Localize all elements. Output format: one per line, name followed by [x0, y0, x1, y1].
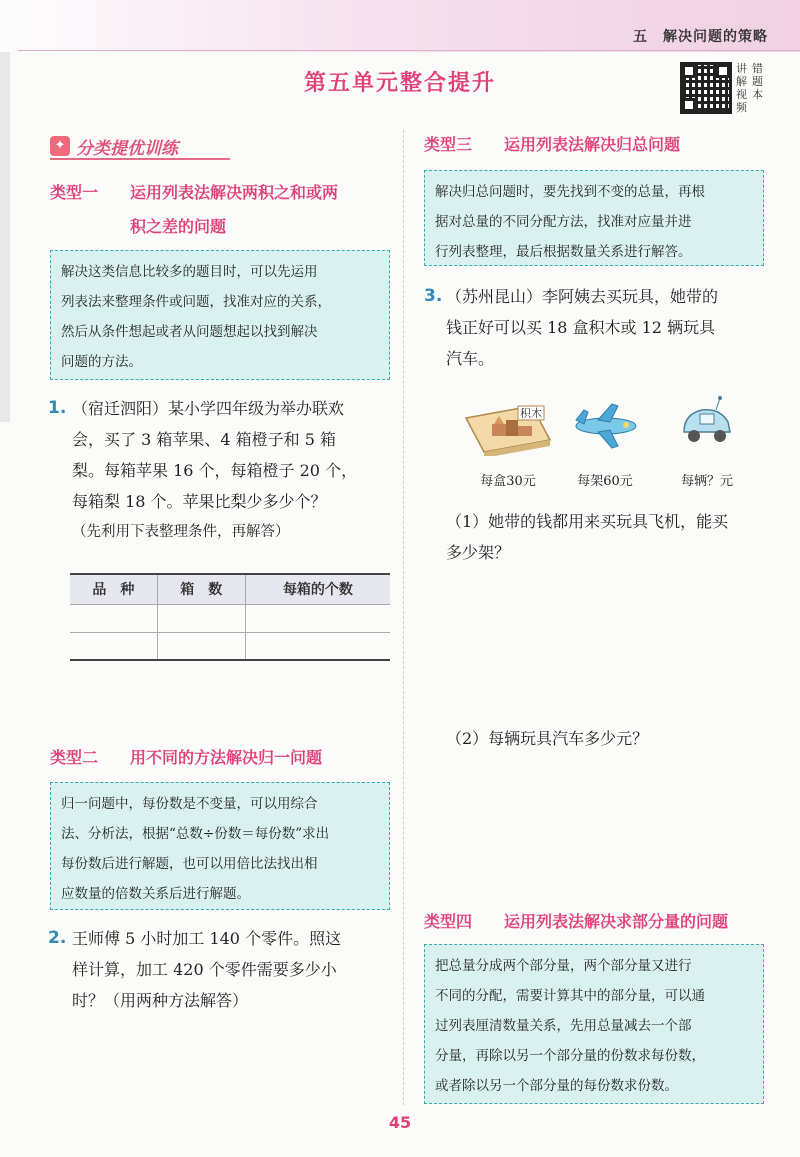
qr-finder-icon: [716, 64, 730, 78]
problem-line: 多少架？: [446, 543, 511, 562]
page-title: 第五单元整合提升: [303, 71, 496, 96]
problem-line: （先利用下表整理条件，再解答）: [72, 524, 290, 540]
tip-line: 应数量的倍数关系后进行解题。: [61, 886, 250, 902]
header-rule: [18, 50, 800, 51]
table-cell[interactable]: [70, 632, 157, 660]
table-cell[interactable]: [245, 604, 390, 632]
tip-line: 把总量分成两个部分量，两个部分量又进行: [435, 958, 692, 974]
problem-line: 会，买了 3 箱苹果、4 箱橙子和 5 箱: [72, 430, 336, 449]
qr-finder-icon: [682, 64, 696, 78]
table-header-per-box: 每箱的个数: [245, 574, 390, 604]
table-cell[interactable]: [245, 632, 390, 660]
table-header-boxes: 箱 数: [157, 574, 245, 604]
tip-line: 法、分析法，根据“总数÷份数＝每份数”求出: [61, 826, 330, 842]
toy-caption-plane: 每架60元: [577, 474, 633, 489]
qr-label-mistakes: 错题本: [752, 62, 763, 101]
column-divider: [403, 130, 404, 1105]
table-cell[interactable]: [157, 632, 245, 660]
type-label: 类型四: [424, 912, 473, 931]
problem1-text: [72, 393, 402, 548]
table-row: [70, 604, 390, 632]
tip-line: 分量，再除以另一个部分量的份数求每份数，: [435, 1048, 705, 1064]
problem3-q2: （2）每辆玩具汽车多少元？: [446, 729, 649, 748]
type1-tip-box: [50, 250, 390, 380]
section-heading: [50, 134, 230, 160]
type3-tip-box: [424, 170, 764, 266]
page-number: 45: [388, 1113, 412, 1132]
tip-line: 过列表厘清数量关系，先用总量减去一个部: [435, 1018, 692, 1034]
table-cell[interactable]: [157, 604, 245, 632]
type1-heading: [50, 180, 400, 236]
type-title: 运用列表法解决求部分量的问题: [504, 912, 729, 931]
problem-number: 2.: [48, 928, 67, 948]
problem-line: （苏州昆山）李阿姨去买玩具，她带的: [446, 287, 719, 306]
building-blocks-icon: [462, 400, 552, 456]
tip-line: 或者除以另一个部分量的每份数求份数。: [435, 1078, 678, 1094]
tip-line: 归一问题中，每份数是不变量，可以用综合: [61, 796, 318, 812]
type-title: 用不同的方法解决归一问题: [130, 748, 323, 767]
type-title: 运用列表法解决归总问题: [504, 135, 681, 154]
table-row: [70, 632, 390, 660]
type2-tip-box: [50, 782, 390, 910]
problem-line: 王师傅 5 小时加工 140 个零件。照这: [72, 929, 342, 948]
blocks-box-label: 积木: [520, 407, 542, 420]
tip-line: 解决归总问题时，要先找到不变的总量，再根: [435, 184, 705, 200]
chapter-header: 五 解决问题的策略: [633, 29, 768, 45]
section-title: 分类提优训练: [76, 139, 178, 159]
problem-line: 汽车。: [446, 349, 495, 368]
problem3-text: [446, 281, 786, 374]
type-title-line2: 积之差的问题: [130, 217, 227, 236]
type2-heading: [50, 745, 400, 768]
qr-label-video: 讲解视频: [736, 62, 747, 114]
problem-number: 1.: [48, 398, 67, 418]
type-label: 类型三: [424, 135, 473, 154]
tip-line: 行列表整理，最后根据数量关系进行解答。: [435, 244, 692, 260]
tip-line: 据对总量的不同分配方法，找准对应量并进: [435, 214, 692, 230]
problem-line: （宿迁泗阳）某小学四年级为举办联欢: [72, 399, 345, 418]
table-header-kind: 品 种: [70, 574, 157, 604]
spark-icon: ✦: [50, 136, 70, 156]
type3-heading: [424, 132, 784, 155]
type-label: 类型二: [50, 748, 99, 767]
table-cell[interactable]: [70, 604, 157, 632]
tip-line: 解决这类信息比较多的题目时，可以先运用: [61, 264, 318, 280]
tip-line: 然后从条件想起或者从问题想起以找到解决: [61, 324, 318, 340]
tip-line: 问题的方法。: [61, 354, 142, 370]
type-label: 类型一: [50, 183, 99, 202]
problem-line: （1）她带的钱都用来买玩具飞机，能买: [446, 512, 729, 531]
problem-line: 时？（用两种方法解答）: [72, 991, 249, 1010]
qr-code-icon[interactable]: [680, 62, 732, 114]
problem-line: 每箱梨 18 个。苹果比梨少多少个？: [72, 492, 327, 511]
problem2-text: [72, 923, 402, 1016]
type4-tip-box: [424, 944, 764, 1104]
problem-line: 样计算，加工 420 个零件需要多少小: [72, 960, 337, 979]
problem1-table: [70, 573, 390, 661]
type-title-line1: 运用列表法解决两积之和或两: [130, 183, 339, 202]
toy-car-icon: [676, 396, 736, 450]
toy-caption-blocks: 每盒30元: [480, 474, 536, 489]
problem-line: 钱正好可以买 18 盒积木或 12 辆玩具: [446, 318, 716, 337]
qr-finder-icon: [682, 98, 696, 112]
tip-line: 列表法来整理条件或问题，找准对应的关系，: [61, 294, 331, 310]
tip-line: 每份数后进行解题，也可以用倍比法找出相: [61, 856, 318, 872]
type4-heading: [424, 909, 794, 932]
tip-line: 不同的分配，需要计算其中的部分量，可以通: [435, 988, 705, 1004]
page-edge-strip: [0, 52, 10, 422]
problem-line: 梨。每箱苹果 16 个，每箱橙子 20 个，: [72, 461, 358, 480]
toy-plane-icon: [572, 402, 642, 450]
toy-caption-car: 每辆？元: [680, 474, 733, 489]
problem-number: 3.: [424, 286, 443, 306]
problem3-q1: [446, 506, 786, 568]
